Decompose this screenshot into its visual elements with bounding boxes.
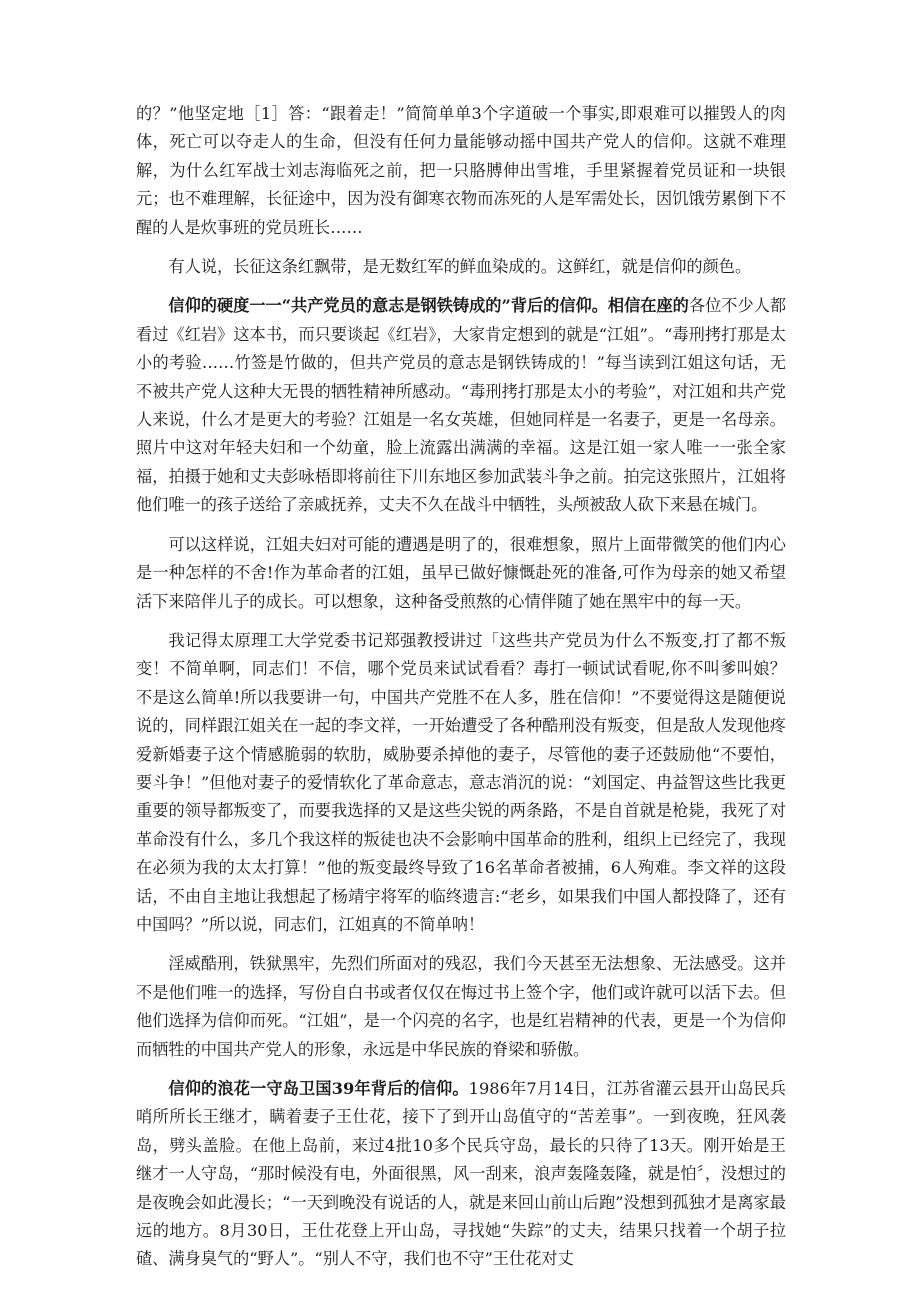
paragraph-6-text: 淫威酷刑，铁狱黑牢，先烈们所面对的残忍，我们今天甚至无法想象、无法感受。这并不是他们唯一的选择，写份自白书或者仅仅在悔过书上签个字，他们或许就可以活下去。但他们选择为信仰而死。“江姐”，是一个闪亮的名字，也是红岩精神的代表，更是一个为信仰而牺牲的中国共产党人的形象，永远是中华民族的脊梁和骄傲。 — [136, 954, 786, 1059]
paragraph-7-text: 1986年7月14日，江苏省灌云县开山岛民兵哨所所长王继才，瞒着妻子王仕花，接下了到开山岛值守的“苦差事”。一到夜晚，狂风袭岛，劈头盖脸。在他上岛前，来过4批10多个民兵守岛，最长的只待了13天。刚开始是王继才一人守岛，“那时候没有电，外面很黑，风一刮来，浪声轰隆轰隆，就是怕〞，没想过的是夜晚会如此漫长；“一天到晚没有说话的人，就是来回山前山后跑”没想到孤独才是离家最远的地方。8月30日，王仕花登上开山岛，寻找她“失踪”的丈夫，结果只找着一个胡子拉碴、满身臭气的“野人”。“别人不守，我们也不守”王仕花对丈 — [136, 1079, 786, 1269]
paragraph-7-heading: 信仰的浪花一守岛卫国39年背后的信仰。 — [168, 1079, 469, 1098]
paragraph-6 — [136, 950, 786, 1064]
paragraph-7 — [136, 1075, 786, 1274]
paragraph-3-text: 各位不少人都看过《红岩》这本书，而只要谈起《红岩》，大家肯定想到的就是“江姐”。“毒刑拷打那是太小的考验……竹签是竹做的，但共产党员的意志是钢铁铸成的！”每当读到江姐这句话，无不被共产党人这种大无畏的牺牲精神所感动。“毒刑拷打那是太小的考验”，对江姐和共产党人来说，什么才是更大的考验？江姐是一名女英雄，但她同样是一名妻子，更是一名母亲。照片中这对年轻夫妇和一个幼童，脸上流露出满满的幸福。这是江姐一家人唯一一张全家福，拍摄于她和丈夫彭咏梧即将前往下川东地区参加武装斗争之前。拍完这张照片，江姐将他们唯一的孩子送给了亲戚抚养，丈夫不久在战斗中牺牲，头颅被敌人砍下来悬在城门。 — [136, 296, 787, 515]
paragraph-1-text: 的？”他坚定地［1］答：“跟着走！”简简单单3个字道破一个事实,即艰难可以摧毁人的肉体，死亡可以夺走人的生命，但没有任何力量能够动摇中国共产党人的信仰。这就不难理解，为什么红军战士刘志海临死之前，把一只胳膊伸出雪堆，手里紧握着党员证和一块银元；也不难理解，长征途中，因为没有御寒衣物而冻死的人是军需处长，因饥饿劳累倒下不醒的人是炊事班的党员班长…… — [136, 104, 786, 237]
paragraph-5 — [136, 627, 786, 939]
paragraph-4 — [136, 531, 786, 616]
paragraph-4-text: 可以这样说，江姐夫妇对可能的遭遇是明了的，很难想象，照片上面带微笑的他们内心是一种怎样的不舍!作为革命者的江姐，虽早已做好慷慨赴死的准备,可作为母亲的她又希望活下来陪伴儿子的成长。可以想象，这种备受煎熬的心情伴随了她在黑牢中的每一天。 — [136, 534, 786, 611]
paragraph-2 — [136, 253, 786, 281]
paragraph-3 — [136, 292, 786, 519]
paragraph-5-text: 我记得太原理工大学党委书记郑强教授讲过「这些共产党员为什么不叛变,打了都不叛变！不简单啊，同志们！不信，哪个党员来试试看看？毒打一顿试试看呢,你不叫爹叫娘？不是这么简单!所以我要讲一句，中国共产党胜不在人多，胜在信仰！”不要觉得这是随便说说的，同样跟江姐关在一起的李文祥，一开始遭受了各种酷刑没有叛变，但是敌人发现他疼爱新婚妻子这个情感脆弱的软肋，威胁要杀掉他的妻子，尽管他的妻子还鼓励他“不要怕，要斗争！”但他对妻子的爱情软化了革命意志，意志消沉的说：“刘国定、冉益智这些比我更重要的领导都叛变了，而要我选择的又是这些尖锐的两条路，不是自首就是枪毙，我死了对革命没有什么，多几个我这样的叛徒也决不会影响中国革命的胜利，组织上已经完了，我现在必须为我的太太打算！”他的叛变最终导致了16名革命者被捕，6人殉难。李文祥的这段话，不由自主地让我想起了杨靖宇将军的临终遗言:“老乡，如果我们中国人都投降了，还有中国吗？”所以说，同志们，江姐真的不简单呐！ — [136, 630, 786, 934]
paragraph-2-text: 有人说，长征这条红飘带，是无数红军的鲜血染成的。这鲜红，就是信仰的颜色。 — [168, 257, 752, 277]
paragraph-1 — [136, 100, 786, 242]
paragraph-3-heading: 信仰的硬度一一“共产党员的意志是钢铁铸成的”背后的信仰。相信在座的 — [168, 296, 689, 316]
document-page — [136, 100, 786, 1285]
